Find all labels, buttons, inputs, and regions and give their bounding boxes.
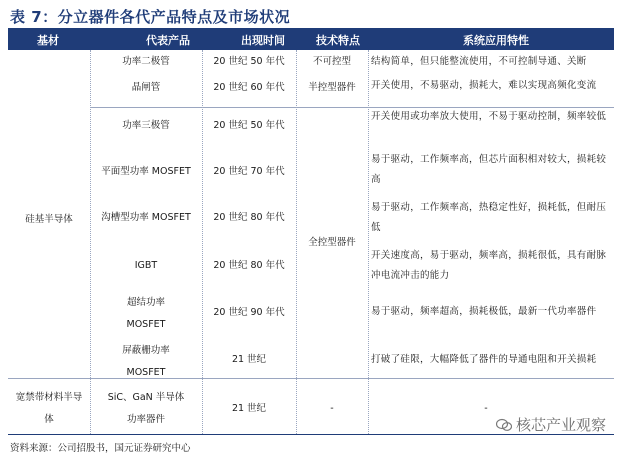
watermark-text: 核芯产业观察 xyxy=(515,416,606,434)
source-note: 资料来源：公司招股书，国元证券研究中心 xyxy=(10,443,191,454)
product-cell: MOSFET xyxy=(126,319,166,330)
product-cell: 晶闸管 xyxy=(131,82,161,93)
product-cell: 屏蔽栅功率 xyxy=(122,345,170,356)
time-cell: 21 世纪 xyxy=(231,403,267,414)
time-cell: 20 世纪 80 年代 xyxy=(213,260,285,271)
application-desc: - xyxy=(484,403,488,414)
table-header xyxy=(8,28,614,50)
product-cell: IGBT xyxy=(134,260,158,271)
product-cell: 功率器件 xyxy=(126,414,165,425)
header-material: 基材 xyxy=(37,34,59,47)
time-cell: 20 世纪 80 年代 xyxy=(213,212,285,223)
time-cell: 21 世纪 xyxy=(231,354,267,365)
application-desc: 开关使用，不易驱动，损耗大，难以实现高频化变流 xyxy=(371,80,597,91)
time-cell: 20 世纪 60 年代 xyxy=(213,82,285,93)
application-desc: 结构简单，但只能整流使用，不可控制导通、关断 xyxy=(371,56,587,67)
header-tech: 技术特点 xyxy=(316,34,360,47)
header-application: 系统应用特性 xyxy=(463,34,529,47)
time-cell: 20 世纪 50 年代 xyxy=(213,56,285,67)
column-divider xyxy=(202,50,203,434)
time-cell: 20 世纪 70 年代 xyxy=(213,166,285,177)
product-cell: MOSFET xyxy=(126,367,166,378)
header-time: 出现时间 xyxy=(241,34,285,47)
table-title: 表 7：分立器件各代产品特点及市场状况 xyxy=(10,8,291,26)
tech-cell: 半控型器件 xyxy=(308,82,356,93)
material-cell: 体 xyxy=(44,414,54,425)
application-desc: 开关速度高，易于驱动，频率高，损耗很低，具有耐脉冲电流冲击的能力 xyxy=(371,250,607,281)
product-cell: 功率三极管 xyxy=(122,120,170,131)
tech-cell: - xyxy=(330,403,334,414)
application-desc: 打破了硅限，大幅降低了器件的导通电阻和开关损耗 xyxy=(371,354,597,365)
product-cell: 沟槽型功率 MOSFET xyxy=(101,212,191,223)
time-cell: 20 世纪 90 年代 xyxy=(213,307,285,318)
material-cell: 硅基半导体 xyxy=(25,214,73,225)
header-product: 代表产品 xyxy=(146,34,190,47)
application-desc: 易于驱动，工作频率高，热稳定性好，损耗低，但耐压低 xyxy=(371,202,607,233)
product-cell: 平面型功率 MOSFET xyxy=(101,166,191,177)
time-cell: 20 世纪 50 年代 xyxy=(213,120,285,131)
application-desc: 易于驱动，工作频率高，但芯片面积相对较大，损耗较高 xyxy=(371,154,607,185)
application-desc: 易于驱动，频率超高，损耗极低，最新一代功率器件 xyxy=(371,306,597,317)
watermark xyxy=(496,414,606,435)
tech-cell: 全控型器件 xyxy=(308,237,356,248)
product-cell: 超结功率 xyxy=(126,297,165,308)
product-cell: SiC、GaN 半导体 xyxy=(107,392,185,403)
application-desc: 开关使用或功率放大使用，不易于驱动控制，频率较低 xyxy=(371,111,607,122)
product-cell: 功率二极管 xyxy=(122,56,170,67)
column-divider xyxy=(368,50,369,434)
wechat-icon xyxy=(496,418,512,432)
material-cell: 宽禁带材料半导 xyxy=(15,392,83,403)
tech-cell: 不可控型 xyxy=(312,56,351,67)
